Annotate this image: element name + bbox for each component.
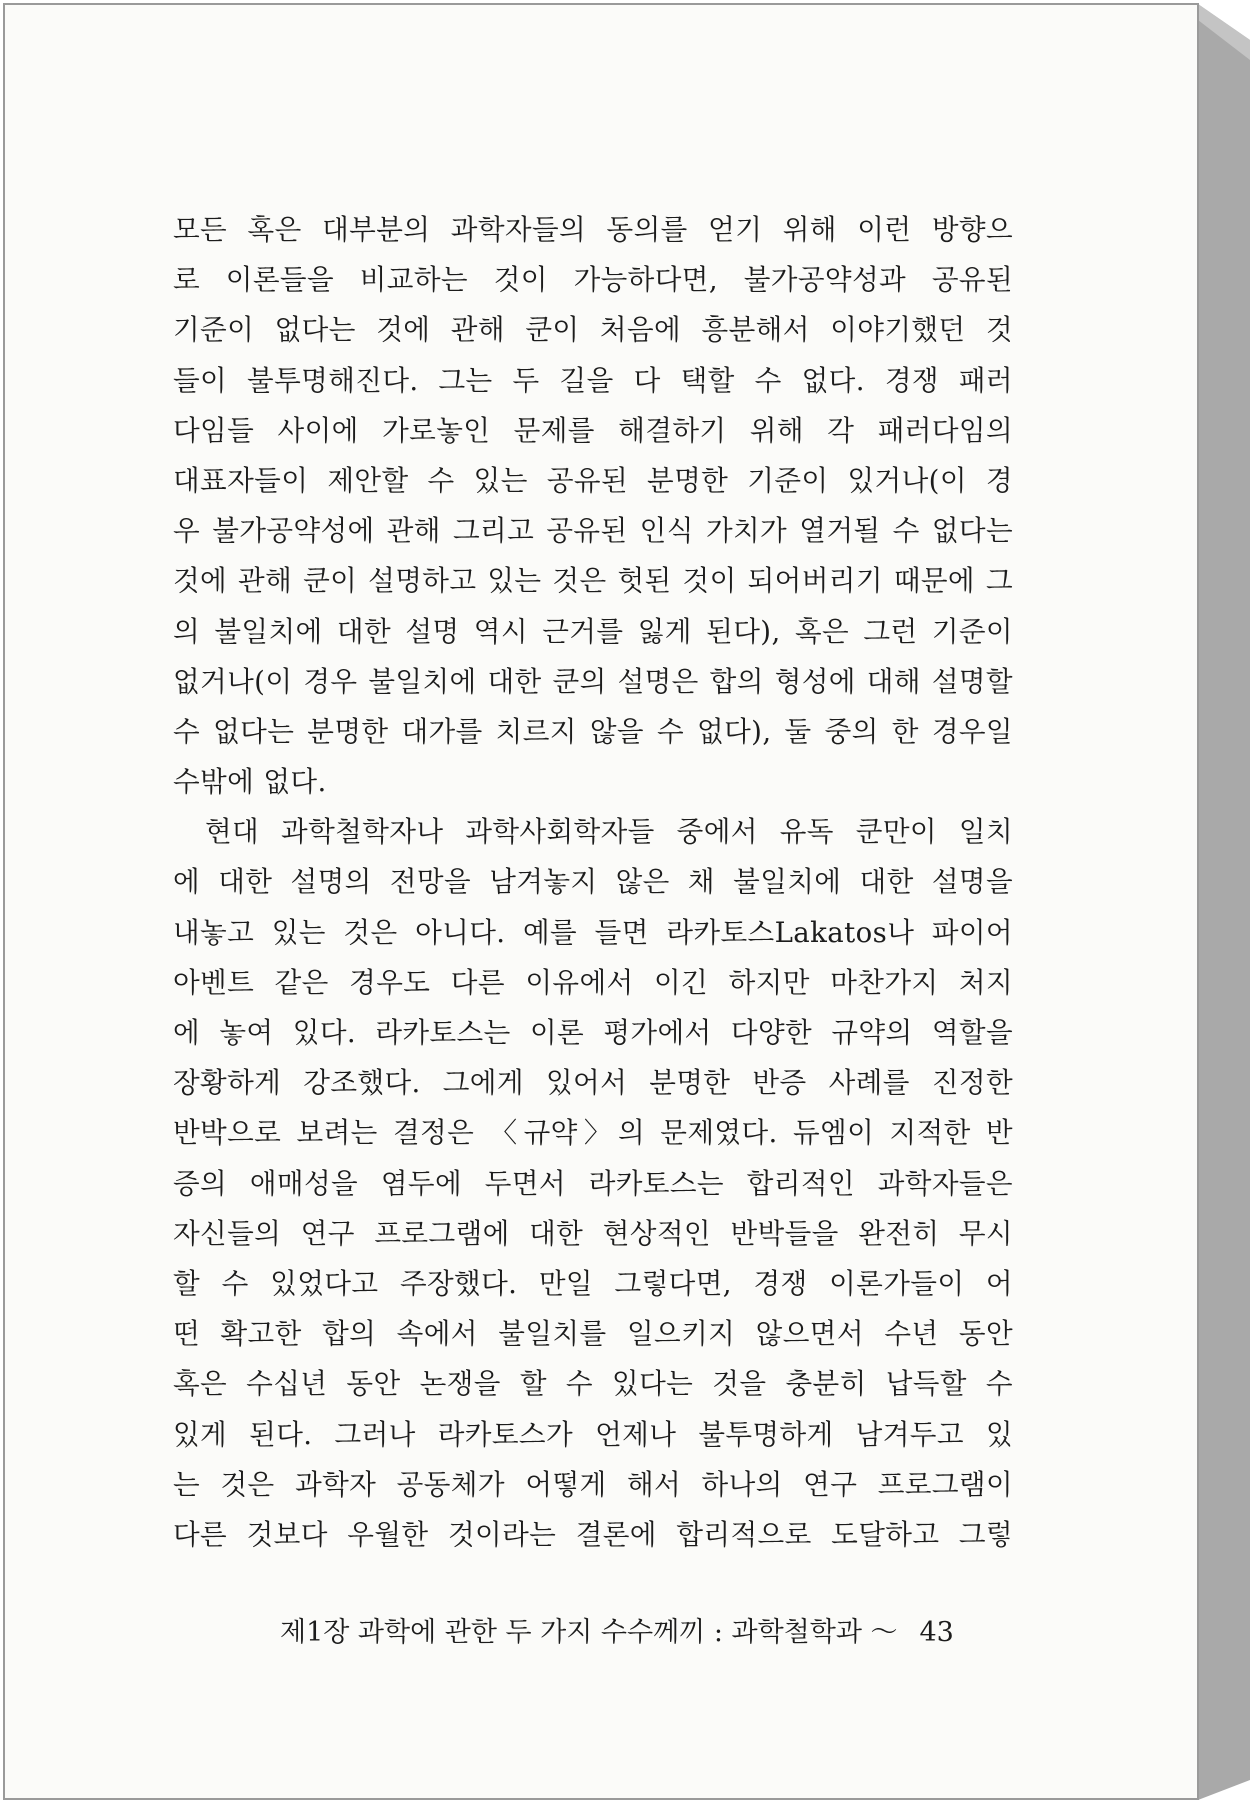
text-line: 들이 불투명해진다. 그는 두 길을 다 택할 수 없다. 경쟁 패러 — [173, 363, 1013, 397]
text-line: 현대 과학철학자나 과학사회학자들 중에서 유독 쿤만이 일치 — [205, 815, 1013, 849]
text-line: 모든 혹은 대부분의 과학자들의 동의를 얻기 위해 이런 방향으 — [173, 213, 1013, 246]
running-title: 제1장 과학에 관한 두 가지 수수께끼 : 과학철학과 ～ — [280, 1617, 898, 1648]
paragraph-2 — [173, 807, 1013, 1560]
text-line: 있게 된다. 그러나 라카토스가 언제나 불투명하게 남겨두고 있 — [173, 1417, 1013, 1451]
text-line: 수 없다는 분명한 대가를 치르지 않을 수 없다), 둘 중의 한 경우일 — [173, 714, 1013, 748]
text-line: 반박으로 보려는 결정은 〈규약〉의 문제였다. 듀엠이 지적한 반 — [173, 1116, 1013, 1150]
body-text — [173, 205, 1013, 1560]
text-line: 수밖에 없다. — [173, 765, 327, 799]
page-footer — [280, 1610, 980, 1649]
text-line: 자신들의 연구 프로그램에 대한 현상적인 반박들을 완전히 무시 — [173, 1216, 1013, 1250]
text-line: 증의 애매성을 염두에 두면서 라카토스는 합리적인 과학자들은 — [173, 1166, 1013, 1200]
text-line: 에 대한 설명의 전망을 남겨놓지 않은 채 불일치에 대한 설명을 — [173, 865, 1013, 899]
text-line: 에 놓여 있다. 라카토스는 이론 평가에서 다양한 규약의 역할을 — [173, 1016, 1013, 1049]
text-line: 떤 확고한 합의 속에서 불일치를 일으키지 않으면서 수년 동안 — [173, 1317, 1013, 1351]
text-line: 것에 관해 쿤이 설명하고 있는 것은 헛된 것이 되어버리기 때문에 그 — [173, 564, 1013, 598]
text-line: 대표자들이 제안할 수 있는 공유된 분명한 기준이 있거나(이 경 — [173, 463, 1013, 497]
text-line: 는 것은 과학자 공동체가 어떻게 해서 하나의 연구 프로그램이 — [173, 1467, 1013, 1501]
text-line: 다른 것보다 우월한 것이라는 결론에 합리적으로 도달하고 그렇 — [173, 1517, 1013, 1551]
text-line: 아벤트 같은 경우도 다른 이유에서 이긴 하지만 마찬가지 처지 — [173, 965, 1013, 999]
text-line: 내놓고 있는 것은 아니다. 예를 들면 라카토스Lakatos나 파이어 — [173, 915, 1013, 949]
text-line: 다임들 사이에 가로놓인 문제를 해결하기 위해 각 패러다임의 — [173, 413, 1013, 447]
text-line: 없거나(이 경우 불일치에 대한 쿤의 설명은 합의 형성에 대해 설명할 — [173, 664, 1013, 698]
page-number: 43 — [919, 1617, 954, 1648]
paragraph-1 — [173, 205, 1013, 807]
text-line: 로 이론들을 비교하는 것이 가능하다면, 불가공약성과 공유된 — [173, 263, 1013, 297]
text-line: 할 수 있었다고 주장했다. 만일 그렇다면, 경쟁 이론가들이 어 — [173, 1266, 1013, 1300]
text-line: 기준이 없다는 것에 관해 쿤이 처음에 흥분해서 이야기했던 것 — [173, 313, 1013, 347]
text-line: 혹은 수십년 동안 논쟁을 할 수 있다는 것을 충분히 납득할 수 — [173, 1367, 1013, 1401]
text-line: 우 불가공약성에 관해 그리고 공유된 인식 가치가 열거될 수 없다는 — [173, 514, 1013, 548]
text-line: 의 불일치에 대한 설명 역시 근거를 잃게 된다), 혹은 그런 기준이 — [173, 614, 1013, 648]
text-line: 장황하게 강조했다. 그에게 있어서 분명한 반증 사례를 진정한 — [173, 1066, 1013, 1100]
